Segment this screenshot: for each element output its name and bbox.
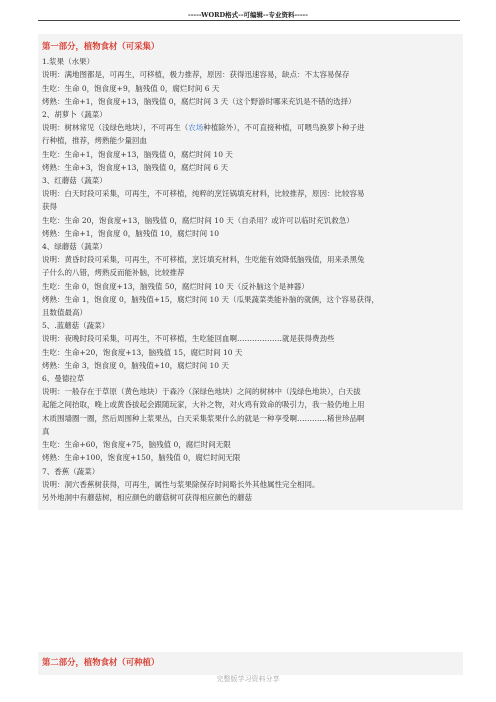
section-2-title: 第二部分，植物食材（可种植） (42, 657, 160, 667)
section-2 (38, 652, 463, 675)
item-red-mushroom-title: 3、红蘑菇（蔬菜） (42, 176, 107, 186)
item-carrot-cooked: 烤熟：生命+3，饱食度+13，脑残值 0，腐烂时间 6 天 (42, 162, 229, 172)
item-mandrake-cooked: 烤熟：生命+100，饱食度+150，脑残值 0，腐烂时间无限 (42, 453, 241, 463)
item-green-mushroom-desc-cont: 子什么的八错，烤熟反而能补脑，比较推荐 (42, 268, 185, 278)
item-red-mushroom-desc-cont: 获得 (42, 202, 57, 212)
item-carrot-desc (42, 121, 459, 134)
item-banana-title: 7、香蕉（蔬菜） (42, 466, 100, 476)
section-1 (38, 34, 463, 510)
item-blue-mushroom-desc: 说明：夜晚时段可采集，可再生，不可移植，生吃能回血啊………………就是获得费劲些 (42, 334, 335, 344)
item-green-mushroom-cooked-cont: 且数值最高） (42, 308, 87, 318)
item-green-mushroom-cooked: 烤熟：生命 1，饱食度 0，脑残值+15，腐烂时间 10 天（瓜果蔬菜类能补脑的就俩，这个容易获得， (42, 294, 379, 304)
item-carrot-title: 2、胡萝卜（蔬菜） (42, 110, 107, 120)
item-green-mushroom-title: 4、绿蘑菇（蔬菜） (42, 242, 107, 252)
item-green-mushroom-desc: 说明：黄昏时段可采集，可再生，不可移植，烹饪填充材料，生吃能有效降低脑残值，用来杀黑兔 (42, 255, 365, 265)
item-mandrake-desc: 说明：一般存在于草原（黄色地块）于森冷（深绿色地块）之间的树林中（浅绿色地块），白天拔 (42, 387, 361, 397)
item-mandrake-title: 6、曼德拉草 (42, 374, 85, 384)
item-berry-cooked: 烤熟：生命+1，饱食度+13，脑残值 0，腐烂时间 3 天（这个野游时哪来充饥是不错的选择） (42, 96, 356, 106)
text-span: 说明：树林常见（浅绿色地块），不可再生（ (42, 123, 189, 133)
item-mandrake-desc-cont: 木质围墙圈一圈，然后周围种上浆果丛，白天采集浆果什么的就是一种享受啊…………稀世珍品啊 (42, 413, 365, 423)
item-red-mushroom-cooked: 烤熟：生命+1，饱食度 0，脑残值 10，腐烂时间 10 (42, 228, 220, 238)
item-berry-desc: 说明：满地图都是，可再生，可移植，极力推荐，原因：获得迅速容易，缺点：不太容易保存 (42, 70, 350, 80)
item-carrot-desc-cont: 行种植，推荐，烤熟能少量回血 (42, 136, 147, 146)
page-header: -----WORD格式--可编辑--专业资料----- (188, 11, 308, 19)
item-blue-mushroom-cooked: 烤熟：生命 3，饱食度 0，脑残值+10，腐烂时间 10 天 (42, 360, 229, 370)
item-green-mushroom-raw: 生吃：生命 0，饱食度+13，脑残值 50，腐烂时间 10 天（反补脑这个是神器） (42, 281, 309, 291)
item-blue-mushroom-raw: 生吃：生命+20，饱食度+13，脑残值 15，腐烂时间 10 天 (42, 347, 243, 357)
item-banana-desc: 说明：洞穴香蕉树获得，可再生，属性与浆果除保存时间略长外其他属性完全相同。 (42, 479, 320, 489)
item-red-mushroom-desc: 说明：白天时段可采集，可再生，不可移植，纯粹的烹饪锅填充材料，比较推荐，原因：比较容易 (42, 189, 365, 199)
mushroom-tree-note: 另外地洞中有蘑菇树，相应颜色的蘑菇树可获得相应颜色的蘑菇 (42, 492, 252, 502)
item-blue-mushroom-title: 5、.蓝蘑菇（蔬菜） (42, 321, 110, 331)
header-divider (38, 20, 460, 21)
page-footer: 完整版学习资料分享 (216, 675, 280, 683)
farm-link[interactable]: 农场 (188, 123, 204, 133)
item-red-mushroom-raw: 生吃：生命 20，饱食度+13，脑残值 0，腐烂时间 10 天（自杀用？或许可以临时充饥救急） (42, 215, 354, 225)
item-berry-title: 1.浆果（水果） (42, 57, 95, 67)
item-carrot-raw: 生吃：生命+1，饱食度+13，脑残值 0，腐烂时间 10 天 (42, 149, 233, 159)
section-1-title: 第一部分，植物食材（可采集） (42, 41, 160, 51)
item-berry-raw: 生吃：生命 0，饱食度+9，脑残值 0，腐烂时间 6 天 (42, 83, 220, 93)
item-mandrake-desc-cont: 真 (42, 426, 50, 436)
item-mandrake-raw: 生吃：生命+60，饱食度+75，脑残值 0，腐烂时间无限 (42, 440, 231, 450)
item-mandrake-desc-cont: 起能之间抬取，晚上或黄昏拔起会跟随玩家，大补之物，对火鸡有致命的吸引力，我一般仍地上用 (42, 400, 365, 410)
text-span: 种植除外），不可直接种植，可喂鸟换萝卜种子进 (203, 123, 365, 133)
